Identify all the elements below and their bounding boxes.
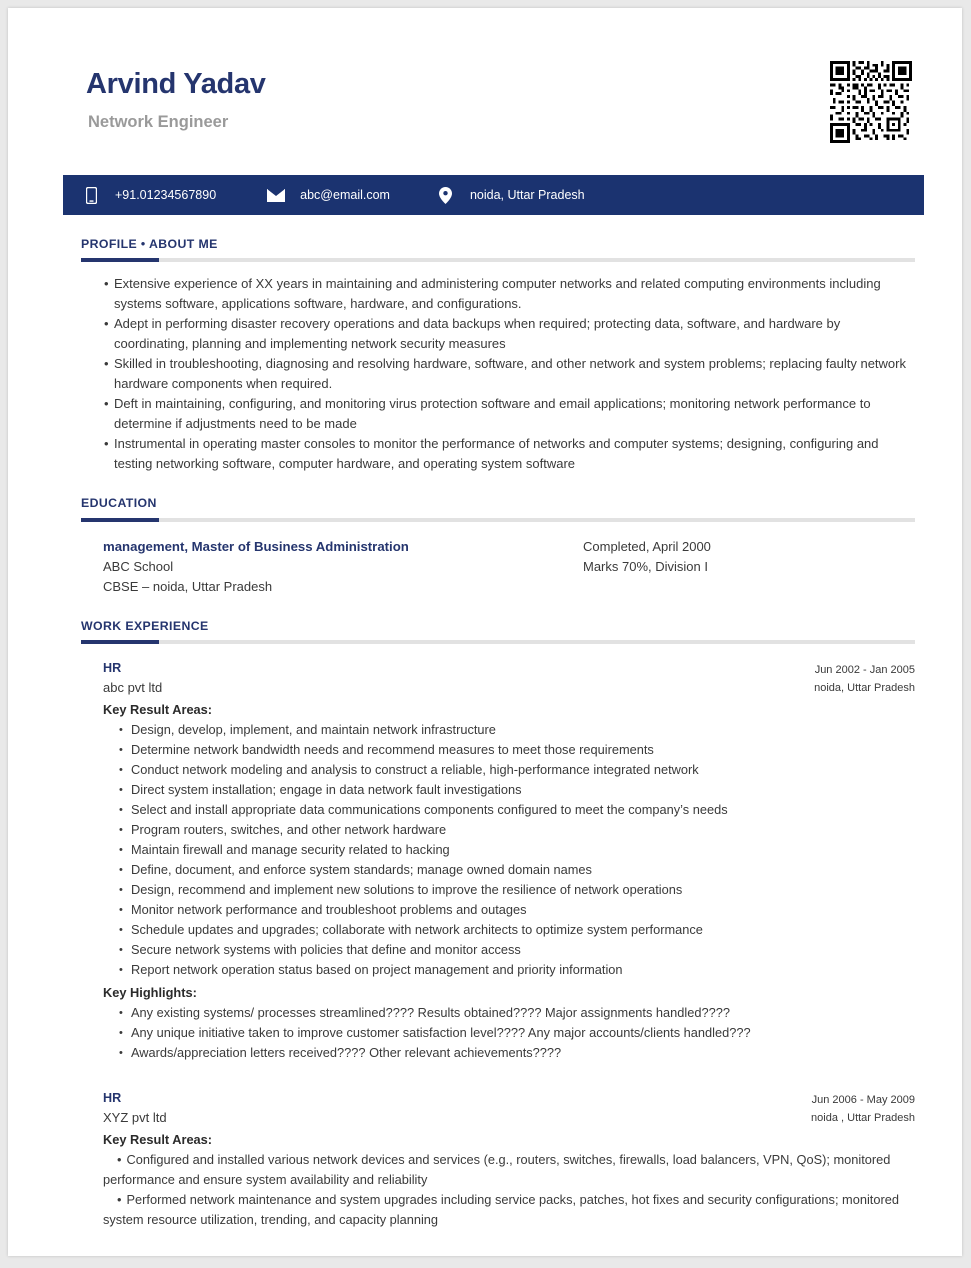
key-highlights-label: Key Highlights: xyxy=(103,984,197,1000)
education-degree: management, Master of Business Administration xyxy=(103,538,409,554)
key-highlights-list xyxy=(103,1003,915,1063)
list-item: • Maintain firewall and manage security related to hacking xyxy=(119,840,915,860)
key-result-areas-list xyxy=(103,1150,915,1230)
list-item xyxy=(103,1150,915,1190)
job-meta xyxy=(811,1089,915,1127)
contact-email-text: abc@email.com xyxy=(300,188,390,202)
resume-page xyxy=(8,8,962,1256)
list-item: • Determine network bandwidth needs and recommend measures to meet those requirements xyxy=(119,740,915,760)
list-item: • Skilled in troubleshooting, diagnosing and resolving hardware, software, and other network and system problems; replacing faulty network hardware components when required. xyxy=(104,354,915,394)
list-item: • Deft in maintaining, configuring, and monitoring virus protection software and email applications; monitoring network performance to determine if adjustments need to be made xyxy=(104,394,915,434)
list-item: • Any unique initiative taken to improve customer satisfaction level???? Any major accounts/clients handled??? xyxy=(119,1023,915,1043)
qr-code[interactable] xyxy=(827,58,915,146)
qr-code-image xyxy=(830,61,912,143)
education-board: CBSE – noida, Uttar Pradesh xyxy=(103,578,273,594)
list-item: • Instrumental in operating master consoles to monitor the performance of networks and computer systems; designing, configuring and testing networking software, computer hardware, and operating system software xyxy=(104,434,915,474)
job-header xyxy=(103,1089,915,1127)
key-result-areas-label: Key Result Areas: xyxy=(103,701,213,717)
job-identity xyxy=(103,1089,167,1127)
list-item: • Monitor network performance and troubleshoot problems and outages xyxy=(119,900,915,920)
job-header xyxy=(103,659,915,697)
job-title: HR xyxy=(103,1090,122,1105)
education-entry-left xyxy=(103,537,583,597)
job-dates: Jun 2006 - May 2009 xyxy=(811,1093,915,1106)
list-item: • Secure network systems with policies that define and monitor access xyxy=(119,940,915,960)
list-item: • Awards/appreciation letters received???? Other relevant achievements???? xyxy=(119,1043,915,1063)
key-result-areas-list xyxy=(103,720,915,980)
section-education xyxy=(8,497,962,596)
job-location: noida , Uttar Pradesh xyxy=(811,1111,915,1124)
contact-email[interactable] xyxy=(266,185,390,205)
list-item: • Program routers, switches, and other network hardware xyxy=(119,820,915,840)
envelope-icon xyxy=(266,185,286,205)
resume-body xyxy=(8,215,962,1230)
contact-phone[interactable] xyxy=(81,185,216,205)
list-item: • Design, develop, implement, and maintain network infrastructure xyxy=(119,720,915,740)
section-rule xyxy=(81,258,915,262)
list-item: • Extensive experience of XX years in maintaining and administering computer networks and related computing environments including systems software, applications software, hardware, and configurations. xyxy=(104,274,915,314)
list-item: • Schedule updates and upgrades; collaborate with network architects to optimize system performance xyxy=(119,920,915,940)
list-item: • Select and install appropriate data communications components configured to meet the company’s needs xyxy=(119,800,915,820)
job-meta xyxy=(814,659,915,697)
list-item-text: Configured and installed various network devices and services (e.g., routers, switches, firewalls, load balancers, VPN, QoS); monitored performance and ensure system availability and reliability xyxy=(103,1151,891,1187)
contact-address[interactable] xyxy=(436,185,585,205)
map-pin-icon xyxy=(436,185,456,205)
list-item xyxy=(103,1190,915,1230)
work-experience-entry xyxy=(81,1089,915,1230)
section-title-profile: PROFILE • ABOUT ME xyxy=(81,237,218,251)
work-experience-entry xyxy=(81,659,915,1063)
list-item: • Any existing systems/ processes streamlined???? Results obtained???? Major assignments handled???? xyxy=(119,1003,915,1023)
list-item: • Design, recommend and implement new solutions to improve the resilience of network operations xyxy=(119,880,915,900)
section-title-education: EDUCATION xyxy=(81,496,157,511)
section-profile xyxy=(8,238,962,474)
key-result-areas-label: Key Result Areas: xyxy=(103,1131,213,1147)
list-item: • Conduct network modeling and analysis to construct a reliable, high-performance integrated network xyxy=(119,760,915,780)
job-role-subtitle: Network Engineer xyxy=(88,113,229,131)
job-company: XYZ pvt ltd xyxy=(103,1109,167,1125)
list-item: • Direct system installation; engage in data network fault investigations xyxy=(119,780,915,800)
job-dates: Jun 2002 - Jan 2005 xyxy=(814,663,915,676)
bullet-glyph: • xyxy=(117,1191,122,1207)
job-company: abc pvt ltd xyxy=(103,679,163,695)
education-entry xyxy=(81,537,915,597)
bullet-glyph: • xyxy=(117,1151,122,1167)
contact-address-text: noida, Uttar Pradesh xyxy=(469,188,585,202)
profile-bullet-list xyxy=(81,274,915,474)
section-rule xyxy=(81,518,915,522)
job-identity xyxy=(103,659,162,697)
education-marks: Marks 70%, Division I xyxy=(583,558,708,574)
page-title: Arvind Yadav xyxy=(86,68,266,100)
section-rule xyxy=(81,640,915,644)
contact-phone-text: +91.01234567890 xyxy=(115,188,217,202)
list-item: • Define, document, and enforce system standards; manage owned domain names xyxy=(119,860,915,880)
list-item: • Report network operation status based on project management and priority information xyxy=(119,960,915,980)
job-title: HR xyxy=(103,660,122,675)
education-status: Completed, April 2000 xyxy=(583,538,711,554)
resume-header xyxy=(8,8,962,131)
section-work-experience xyxy=(8,620,962,1230)
list-item: • Adept in performing disaster recovery operations and data backups when required; protecting data, software, and hardware by coordinating, planning and implementing network security measures xyxy=(104,314,915,354)
education-entry-right xyxy=(583,537,915,597)
section-title-work-experience: WORK EXPERIENCE xyxy=(81,618,209,633)
contact-bar xyxy=(63,175,924,215)
education-school: ABC School xyxy=(103,558,174,574)
job-location: noida, Uttar Pradesh xyxy=(814,681,915,694)
mobile-phone-icon xyxy=(81,185,101,205)
list-item-text: Performed network maintenance and system upgrades including service packs, patches, hot fixes and security configurations; monitored system resource utilization, trending, and capacity planning xyxy=(103,1191,899,1227)
